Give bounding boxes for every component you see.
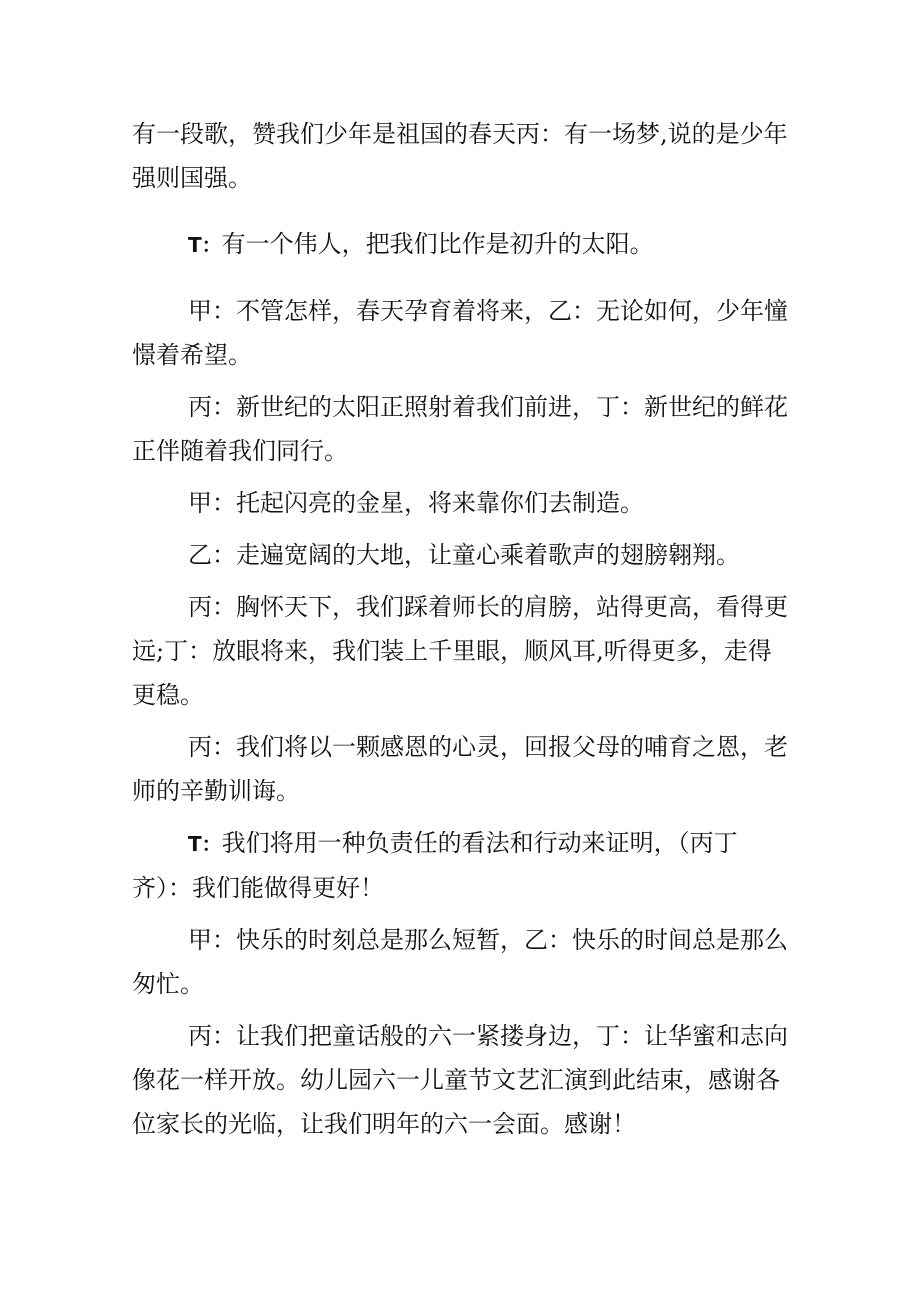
paragraph: 甲：托起闪亮的金星，将来靠你们去制造。 [188, 489, 644, 517]
paragraph: 丙：我们将以一颗感恩的心灵，回报父母的哺育之恩，老师的辛勤训诲。 [132, 733, 788, 805]
paragraph: 丙：让我们把童话般的六一紧搂身边，丁：让华蜜和志向像花一样开放。幼儿园六一儿童节文艺汇演到此结束，感谢各位家长的光临，让我们明年的六一会面。感谢！ [132, 1022, 788, 1138]
paragraph [132, 222, 792, 267]
speaker-label: T： [188, 832, 222, 856]
document-body [132, 112, 792, 1146]
paragraph: 丙：新世纪的太阳正照射着我们前进，丁：新世纪的鲜花正伴随着我们同行。 [132, 393, 788, 465]
paragraph: 甲：不管怎样，春天孕育着将来，乙：无论如何，少年憧憬着希望。 [132, 297, 788, 369]
paragraph: 有一段歌，赞我们少年是祖国的春天丙：有一场梦,说的是少年强则国强。 [132, 120, 788, 192]
speaker-label: T： [188, 233, 222, 257]
paragraph-text: 有一个伟人，把我们比作是初升的太阳。 [221, 230, 654, 258]
paragraph: 甲：快乐的时刻总是那么短暂，乙：快乐的时间总是那么匆忙。 [132, 926, 788, 998]
paragraph: 乙：走遍宽阔的大地，让童心乘着歌声的翅膀翱翔。 [188, 541, 740, 569]
paragraph: 丙：胸怀天下，我们踩着师长的肩膀，站得更高，看得更远;丁：放眼将来，我们装上千里眼，顺风耳,听得更多，走得更稳。 [132, 593, 788, 709]
paragraph-text: 我们将用一种负责任的看法和行动来证明，（丙丁齐）：我们能做得更好！ [132, 829, 738, 902]
paragraph [132, 821, 792, 910]
